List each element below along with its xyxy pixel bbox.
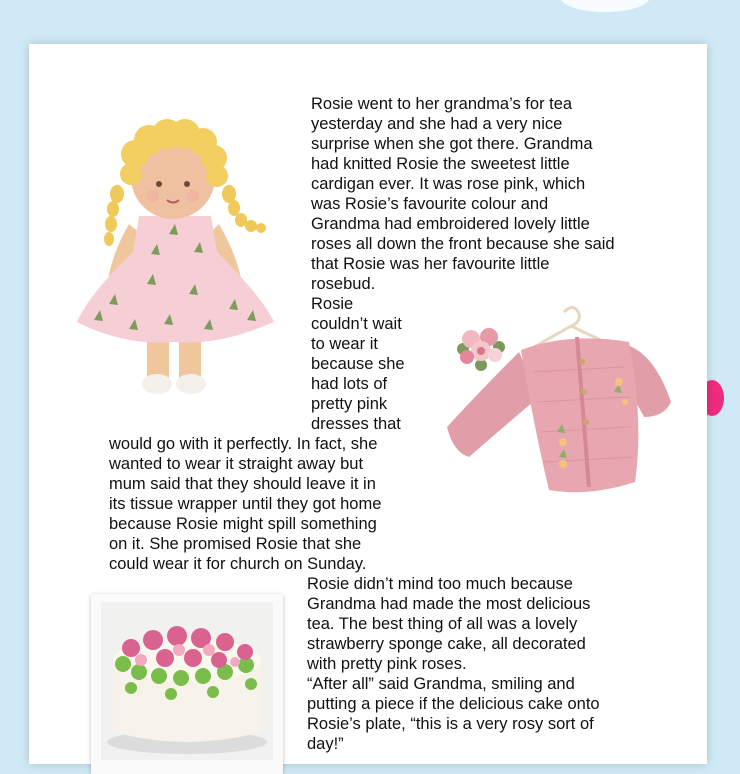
- story-line: roses all down the front because she said: [311, 235, 615, 253]
- story-line: tea. The best thing of all was a lovely: [307, 615, 578, 633]
- story-page: [29, 44, 707, 764]
- story-line: would go with it perfectly. In fact, she: [109, 435, 378, 453]
- story-line: with pretty pink roses.: [307, 655, 467, 673]
- story-line: “After all” said Grandma, smiling and: [307, 675, 575, 693]
- story-line: was Rosie’s favourite colour and: [311, 195, 549, 213]
- story-line: Rosie didn’t mind too much because: [307, 575, 573, 593]
- story-line: Rosie went to her grandma’s for tea: [311, 95, 573, 113]
- story-line: dresses that: [311, 415, 401, 433]
- story-line: rosebud.: [311, 275, 376, 293]
- story-line: its tissue wrapper until they got home: [109, 495, 382, 513]
- story-line: because Rosie might spill something: [109, 515, 377, 533]
- story-line: to wear it: [311, 335, 378, 353]
- story-line: pretty pink: [311, 395, 388, 413]
- story-line: Grandma had made the most delicious: [307, 595, 591, 613]
- story-line: could wear it for church on Sunday.: [109, 555, 367, 573]
- story-line: yesterday and she had a very nice: [311, 115, 563, 133]
- story-line: that Rosie was her favourite little: [311, 255, 550, 273]
- story-line: Rosie: [311, 295, 354, 313]
- story-line: strawberry sponge cake, all decorated: [307, 635, 586, 653]
- story-line: wanted to wear it straight away but: [109, 455, 364, 473]
- story-line: had lots of: [311, 375, 388, 393]
- story-line: on it. She promised Rosie that she: [109, 535, 362, 553]
- story-text: [29, 44, 707, 764]
- story-line: couldn’t wait: [311, 315, 402, 333]
- story-line: Rosie’s plate, “this is a very rosy sort of: [307, 715, 594, 733]
- story-line: Grandma had embroidered lovely little: [311, 215, 590, 233]
- background-shape: [560, 0, 650, 12]
- story-line: cardigan ever. It was rose pink, which: [311, 175, 586, 193]
- story-line: surprise when she got there. Grandma: [311, 135, 593, 153]
- story-line: had knitted Rosie the sweetest little: [311, 155, 570, 173]
- story-line: day!”: [307, 735, 344, 753]
- story-line: mum said that they should leave it in: [109, 475, 376, 493]
- story-line: putting a piece if the delicious cake onto: [307, 695, 600, 713]
- story-line: because she: [311, 355, 405, 373]
